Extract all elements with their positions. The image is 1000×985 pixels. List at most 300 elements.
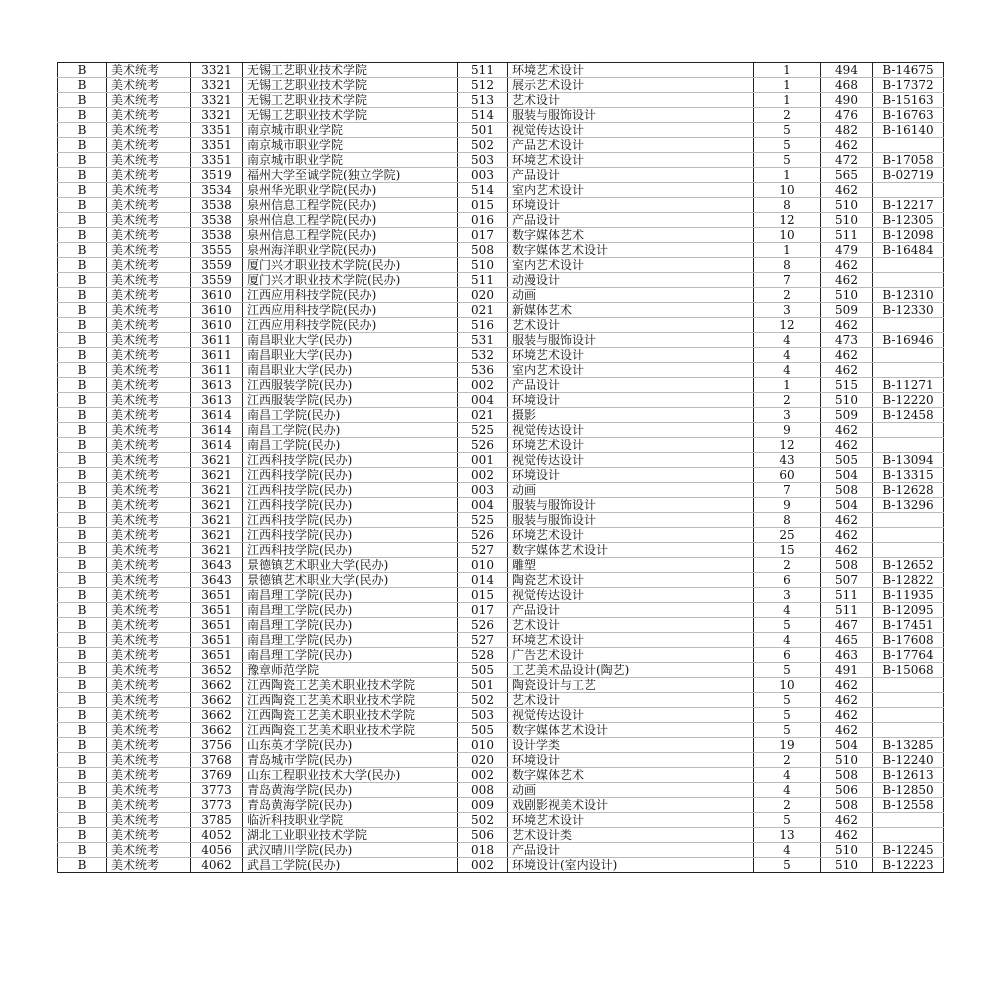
major-code-cell: 506	[458, 828, 508, 843]
school-code-cell: 3651	[191, 618, 243, 633]
school-name-cell: 山东英才学院(民办)	[243, 738, 458, 753]
rank-cell: B-02719	[873, 168, 944, 183]
school-code-cell: 3621	[191, 513, 243, 528]
major-code-cell: 531	[458, 333, 508, 348]
major-name-cell: 服装与服饰设计	[508, 498, 754, 513]
batch-cell: B	[58, 693, 107, 708]
major-code-cell: 514	[458, 183, 508, 198]
rank-cell	[873, 423, 944, 438]
plan-count-cell: 5	[754, 618, 821, 633]
min-score-cell: 462	[821, 828, 873, 843]
table-row	[58, 858, 944, 873]
min-score-cell: 462	[821, 348, 873, 363]
major-code-cell: 502	[458, 693, 508, 708]
exam-type-cell: 美术统考	[107, 288, 191, 303]
school-name-cell: 江西陶瓷工艺美术职业技术学院	[243, 723, 458, 738]
plan-count-cell: 43	[754, 453, 821, 468]
rank-cell: B-13285	[873, 738, 944, 753]
table-row	[58, 168, 944, 183]
school-name-cell: 南昌理工学院(民办)	[243, 603, 458, 618]
major-code-cell: 010	[458, 558, 508, 573]
major-name-cell: 艺术设计	[508, 93, 754, 108]
rank-cell: B-13296	[873, 498, 944, 513]
exam-type-cell: 美术统考	[107, 183, 191, 198]
exam-type-cell: 美术统考	[107, 423, 191, 438]
plan-count-cell: 2	[754, 558, 821, 573]
plan-count-cell: 10	[754, 183, 821, 198]
school-code-cell: 3610	[191, 318, 243, 333]
school-name-cell: 青岛城市学院(民办)	[243, 753, 458, 768]
school-name-cell: 南昌职业大学(民办)	[243, 348, 458, 363]
rank-cell	[873, 723, 944, 738]
min-score-cell: 462	[821, 678, 873, 693]
major-name-cell: 动画	[508, 288, 754, 303]
major-name-cell: 环境艺术设计	[508, 813, 754, 828]
major-code-cell: 526	[458, 528, 508, 543]
school-name-cell: 江西陶瓷工艺美术职业技术学院	[243, 693, 458, 708]
table-row	[58, 708, 944, 723]
school-code-cell: 3651	[191, 588, 243, 603]
min-score-cell: 462	[821, 543, 873, 558]
batch-cell: B	[58, 663, 107, 678]
school-name-cell: 泉州信息工程学院(民办)	[243, 228, 458, 243]
min-score-cell: 473	[821, 333, 873, 348]
plan-count-cell: 5	[754, 663, 821, 678]
rank-cell: B-13315	[873, 468, 944, 483]
batch-cell: B	[58, 813, 107, 828]
school-name-cell: 福州大学至诚学院(独立学院)	[243, 168, 458, 183]
school-name-cell: 青岛黄海学院(民办)	[243, 798, 458, 813]
major-code-cell: 009	[458, 798, 508, 813]
school-code-cell: 3662	[191, 723, 243, 738]
major-name-cell: 室内艺术设计	[508, 363, 754, 378]
rank-cell: B-12850	[873, 783, 944, 798]
major-code-cell: 527	[458, 633, 508, 648]
plan-count-cell: 5	[754, 123, 821, 138]
school-code-cell: 3651	[191, 648, 243, 663]
batch-cell: B	[58, 453, 107, 468]
plan-count-cell: 1	[754, 168, 821, 183]
rank-cell: B-12220	[873, 393, 944, 408]
major-name-cell: 环境艺术设计	[508, 153, 754, 168]
exam-type-cell: 美术统考	[107, 573, 191, 588]
exam-type-cell: 美术统考	[107, 138, 191, 153]
exam-type-cell: 美术统考	[107, 123, 191, 138]
exam-type-cell: 美术统考	[107, 468, 191, 483]
exam-type-cell: 美术统考	[107, 558, 191, 573]
rank-cell: B-12458	[873, 408, 944, 423]
major-name-cell: 视觉传达设计	[508, 423, 754, 438]
min-score-cell: 509	[821, 303, 873, 318]
school-name-cell: 南昌工学院(民办)	[243, 423, 458, 438]
rank-cell: B-15163	[873, 93, 944, 108]
major-name-cell: 环境设计(室内设计)	[508, 858, 754, 873]
batch-cell: B	[58, 273, 107, 288]
major-code-cell: 015	[458, 198, 508, 213]
major-name-cell: 环境艺术设计	[508, 633, 754, 648]
plan-count-cell: 2	[754, 108, 821, 123]
major-name-cell: 环境设计	[508, 393, 754, 408]
plan-count-cell: 8	[754, 198, 821, 213]
school-name-cell: 南昌理工学院(民办)	[243, 588, 458, 603]
school-name-cell: 南昌职业大学(民办)	[243, 363, 458, 378]
major-code-cell: 004	[458, 498, 508, 513]
major-name-cell: 艺术设计	[508, 318, 754, 333]
school-name-cell: 南昌工学院(民办)	[243, 438, 458, 453]
major-name-cell: 室内艺术设计	[508, 258, 754, 273]
major-code-cell: 513	[458, 93, 508, 108]
plan-count-cell: 5	[754, 723, 821, 738]
table-row	[58, 663, 944, 678]
batch-cell: B	[58, 783, 107, 798]
school-name-cell: 临沂科技职业学院	[243, 813, 458, 828]
table-row	[58, 828, 944, 843]
min-score-cell: 462	[821, 708, 873, 723]
school-name-cell: 无锡工艺职业技术学院	[243, 63, 458, 78]
school-code-cell: 3785	[191, 813, 243, 828]
school-code-cell: 3321	[191, 78, 243, 93]
school-code-cell: 3559	[191, 273, 243, 288]
exam-type-cell: 美术统考	[107, 753, 191, 768]
major-name-cell: 艺术设计	[508, 693, 754, 708]
school-name-cell: 江西科技学院(民办)	[243, 468, 458, 483]
exam-type-cell: 美术统考	[107, 78, 191, 93]
major-name-cell: 展示艺术设计	[508, 78, 754, 93]
school-code-cell: 4056	[191, 843, 243, 858]
exam-type-cell: 美术统考	[107, 843, 191, 858]
school-name-cell: 南昌工学院(民办)	[243, 408, 458, 423]
major-code-cell: 017	[458, 228, 508, 243]
batch-cell: B	[58, 378, 107, 393]
batch-cell: B	[58, 648, 107, 663]
school-code-cell: 3643	[191, 573, 243, 588]
school-name-cell: 无锡工艺职业技术学院	[243, 93, 458, 108]
table-row	[58, 393, 944, 408]
school-code-cell: 3621	[191, 528, 243, 543]
min-score-cell: 482	[821, 123, 873, 138]
min-score-cell: 476	[821, 108, 873, 123]
school-code-cell: 3651	[191, 603, 243, 618]
min-score-cell: 504	[821, 498, 873, 513]
table-row	[58, 363, 944, 378]
school-name-cell: 无锡工艺职业技术学院	[243, 78, 458, 93]
school-code-cell: 3621	[191, 543, 243, 558]
min-score-cell: 510	[821, 858, 873, 873]
major-code-cell: 002	[458, 468, 508, 483]
table-row	[58, 843, 944, 858]
school-name-cell: 南昌理工学院(民办)	[243, 633, 458, 648]
exam-type-cell: 美术统考	[107, 678, 191, 693]
table-row	[58, 93, 944, 108]
plan-count-cell: 13	[754, 828, 821, 843]
school-name-cell: 江西陶瓷工艺美术职业技术学院	[243, 708, 458, 723]
batch-cell: B	[58, 543, 107, 558]
school-name-cell: 武汉晴川学院(民办)	[243, 843, 458, 858]
exam-type-cell: 美术统考	[107, 648, 191, 663]
plan-count-cell: 4	[754, 603, 821, 618]
exam-type-cell: 美术统考	[107, 768, 191, 783]
table-row	[58, 498, 944, 513]
rank-cell	[873, 678, 944, 693]
exam-type-cell: 美术统考	[107, 783, 191, 798]
batch-cell: B	[58, 708, 107, 723]
school-code-cell: 3611	[191, 333, 243, 348]
plan-count-cell: 7	[754, 273, 821, 288]
batch-cell: B	[58, 618, 107, 633]
major-code-cell: 502	[458, 138, 508, 153]
plan-count-cell: 4	[754, 768, 821, 783]
batch-cell: B	[58, 303, 107, 318]
plan-count-cell: 1	[754, 78, 821, 93]
rank-cell: B-12217	[873, 198, 944, 213]
major-code-cell: 001	[458, 453, 508, 468]
school-name-cell: 江西科技学院(民办)	[243, 498, 458, 513]
major-code-cell: 527	[458, 543, 508, 558]
school-code-cell: 3610	[191, 288, 243, 303]
min-score-cell: 462	[821, 183, 873, 198]
major-name-cell: 动画	[508, 783, 754, 798]
major-code-cell: 511	[458, 63, 508, 78]
min-score-cell: 510	[821, 288, 873, 303]
major-code-cell: 021	[458, 303, 508, 318]
table-row	[58, 648, 944, 663]
rank-cell: B-14675	[873, 63, 944, 78]
rank-cell	[873, 183, 944, 198]
major-name-cell: 工艺美术品设计(陶艺)	[508, 663, 754, 678]
rank-cell: B-12330	[873, 303, 944, 318]
batch-cell: B	[58, 798, 107, 813]
school-name-cell: 江西科技学院(民办)	[243, 483, 458, 498]
exam-type-cell: 美术统考	[107, 453, 191, 468]
school-code-cell: 3321	[191, 63, 243, 78]
school-name-cell: 无锡工艺职业技术学院	[243, 108, 458, 123]
exam-type-cell: 美术统考	[107, 513, 191, 528]
major-name-cell: 服装与服饰设计	[508, 108, 754, 123]
min-score-cell: 462	[821, 258, 873, 273]
school-name-cell: 江西应用科技学院(民办)	[243, 318, 458, 333]
school-code-cell: 3769	[191, 768, 243, 783]
batch-cell: B	[58, 333, 107, 348]
major-name-cell: 广告艺术设计	[508, 648, 754, 663]
rank-cell	[873, 318, 944, 333]
major-name-cell: 陶瓷艺术设计	[508, 573, 754, 588]
school-code-cell: 3621	[191, 483, 243, 498]
plan-count-cell: 3	[754, 588, 821, 603]
plan-count-cell: 12	[754, 318, 821, 333]
table-row	[58, 63, 944, 78]
table-row	[58, 438, 944, 453]
major-name-cell: 产品设计	[508, 603, 754, 618]
major-code-cell: 526	[458, 438, 508, 453]
school-code-cell: 3651	[191, 633, 243, 648]
school-name-cell: 南京城市职业学院	[243, 153, 458, 168]
school-name-cell: 江西服装学院(民办)	[243, 393, 458, 408]
school-code-cell: 3613	[191, 378, 243, 393]
batch-cell: B	[58, 558, 107, 573]
table-row	[58, 423, 944, 438]
min-score-cell: 490	[821, 93, 873, 108]
min-score-cell: 511	[821, 588, 873, 603]
school-name-cell: 武昌工学院(民办)	[243, 858, 458, 873]
min-score-cell: 509	[821, 408, 873, 423]
school-code-cell: 3351	[191, 123, 243, 138]
exam-type-cell: 美术统考	[107, 393, 191, 408]
school-name-cell: 江西科技学院(民办)	[243, 513, 458, 528]
min-score-cell: 462	[821, 723, 873, 738]
school-name-cell: 泉州信息工程学院(民办)	[243, 213, 458, 228]
min-score-cell: 479	[821, 243, 873, 258]
min-score-cell: 510	[821, 198, 873, 213]
rank-cell	[873, 528, 944, 543]
school-code-cell: 3621	[191, 498, 243, 513]
exam-type-cell: 美术统考	[107, 363, 191, 378]
school-name-cell: 江西陶瓷工艺美术职业技术学院	[243, 678, 458, 693]
batch-cell: B	[58, 633, 107, 648]
batch-cell: B	[58, 243, 107, 258]
table-row	[58, 453, 944, 468]
major-name-cell: 环境设计	[508, 468, 754, 483]
table-row	[58, 408, 944, 423]
major-code-cell: 020	[458, 753, 508, 768]
major-code-cell: 008	[458, 783, 508, 798]
exam-type-cell: 美术统考	[107, 543, 191, 558]
major-name-cell: 环境艺术设计	[508, 438, 754, 453]
batch-cell: B	[58, 168, 107, 183]
table-row	[58, 588, 944, 603]
major-name-cell: 数字媒体艺术设计	[508, 723, 754, 738]
plan-count-cell: 25	[754, 528, 821, 543]
school-code-cell: 3652	[191, 663, 243, 678]
rank-cell: B-17372	[873, 78, 944, 93]
school-name-cell: 泉州信息工程学院(民办)	[243, 198, 458, 213]
rank-cell: B-12628	[873, 483, 944, 498]
min-score-cell: 508	[821, 768, 873, 783]
plan-count-cell: 2	[754, 798, 821, 813]
major-name-cell: 动漫设计	[508, 273, 754, 288]
school-name-cell: 江西科技学院(民办)	[243, 453, 458, 468]
school-name-cell: 厦门兴才职业技术学院(民办)	[243, 273, 458, 288]
major-code-cell: 003	[458, 168, 508, 183]
major-name-cell: 产品艺术设计	[508, 138, 754, 153]
major-name-cell: 服装与服饰设计	[508, 513, 754, 528]
min-score-cell: 472	[821, 153, 873, 168]
min-score-cell: 510	[821, 393, 873, 408]
batch-cell: B	[58, 843, 107, 858]
rank-cell: B-12305	[873, 213, 944, 228]
exam-type-cell: 美术统考	[107, 633, 191, 648]
batch-cell: B	[58, 468, 107, 483]
rank-cell: B-16484	[873, 243, 944, 258]
major-code-cell: 526	[458, 618, 508, 633]
plan-count-cell: 6	[754, 648, 821, 663]
school-code-cell: 3662	[191, 678, 243, 693]
school-name-cell: 豫章师范学院	[243, 663, 458, 678]
school-name-cell: 景德镇艺术职业大学(民办)	[243, 558, 458, 573]
exam-type-cell: 美术统考	[107, 228, 191, 243]
rank-cell: B-11271	[873, 378, 944, 393]
major-code-cell: 532	[458, 348, 508, 363]
rank-cell	[873, 258, 944, 273]
plan-count-cell: 1	[754, 93, 821, 108]
major-code-cell: 514	[458, 108, 508, 123]
batch-cell: B	[58, 513, 107, 528]
batch-cell: B	[58, 153, 107, 168]
min-score-cell: 511	[821, 228, 873, 243]
school-code-cell: 3534	[191, 183, 243, 198]
plan-count-cell: 8	[754, 258, 821, 273]
exam-type-cell: 美术统考	[107, 273, 191, 288]
major-code-cell: 528	[458, 648, 508, 663]
table-row	[58, 348, 944, 363]
school-code-cell: 3559	[191, 258, 243, 273]
plan-count-cell: 9	[754, 423, 821, 438]
rank-cell: B-12558	[873, 798, 944, 813]
school-name-cell: 江西科技学院(民办)	[243, 543, 458, 558]
plan-count-cell: 2	[754, 753, 821, 768]
rank-cell: B-12310	[873, 288, 944, 303]
min-score-cell: 462	[821, 513, 873, 528]
table-row	[58, 693, 944, 708]
min-score-cell: 511	[821, 603, 873, 618]
school-name-cell: 泉州海洋职业学院(民办)	[243, 243, 458, 258]
rank-cell: B-12223	[873, 858, 944, 873]
rank-cell: B-12613	[873, 768, 944, 783]
table-row	[58, 723, 944, 738]
plan-count-cell: 5	[754, 858, 821, 873]
major-name-cell: 环境艺术设计	[508, 528, 754, 543]
exam-type-cell: 美术统考	[107, 333, 191, 348]
table-row	[58, 543, 944, 558]
rank-cell: B-11935	[873, 588, 944, 603]
exam-type-cell: 美术统考	[107, 528, 191, 543]
major-name-cell: 戏剧影视美术设计	[508, 798, 754, 813]
major-name-cell: 室内艺术设计	[508, 183, 754, 198]
batch-cell: B	[58, 723, 107, 738]
major-name-cell: 产品设计	[508, 213, 754, 228]
min-score-cell: 515	[821, 378, 873, 393]
min-score-cell: 504	[821, 738, 873, 753]
major-name-cell: 雕塑	[508, 558, 754, 573]
major-name-cell: 视觉传达设计	[508, 588, 754, 603]
school-code-cell: 3351	[191, 138, 243, 153]
school-code-cell: 3538	[191, 213, 243, 228]
rank-cell: B-12652	[873, 558, 944, 573]
batch-cell: B	[58, 408, 107, 423]
major-name-cell: 艺术设计类	[508, 828, 754, 843]
table-row	[58, 273, 944, 288]
table-row	[58, 333, 944, 348]
school-code-cell: 3621	[191, 468, 243, 483]
school-code-cell: 3643	[191, 558, 243, 573]
plan-count-cell: 4	[754, 363, 821, 378]
table-row	[58, 558, 944, 573]
exam-type-cell: 美术统考	[107, 498, 191, 513]
batch-cell: B	[58, 258, 107, 273]
school-code-cell: 3768	[191, 753, 243, 768]
school-code-cell: 3621	[191, 453, 243, 468]
exam-type-cell: 美术统考	[107, 213, 191, 228]
min-score-cell: 510	[821, 213, 873, 228]
batch-cell: B	[58, 288, 107, 303]
major-code-cell: 021	[458, 408, 508, 423]
plan-count-cell: 1	[754, 243, 821, 258]
table-row	[58, 618, 944, 633]
batch-cell: B	[58, 228, 107, 243]
table-row	[58, 243, 944, 258]
table-row	[58, 228, 944, 243]
min-score-cell: 462	[821, 528, 873, 543]
school-name-cell: 江西应用科技学院(民办)	[243, 303, 458, 318]
